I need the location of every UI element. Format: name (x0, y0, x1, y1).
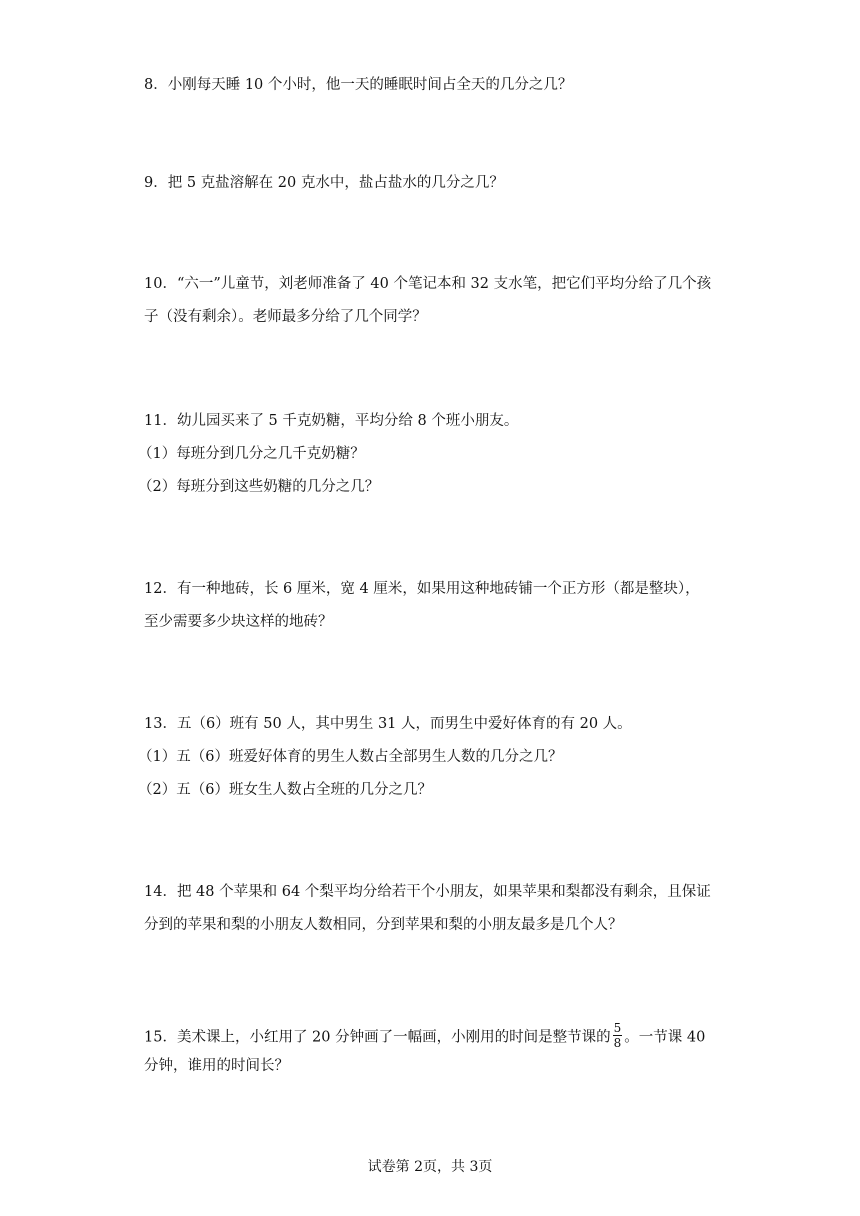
question-12 (144, 579, 724, 632)
question-10 (144, 274, 724, 327)
question-12-text-line1: 12．有一种地砖，长 6 厘米，宽 4 厘米，如果用这种地砖铺一个正方形（都是整块）， (144, 581, 700, 597)
question-15-text-part-b: 。一节课 40 (624, 1029, 706, 1046)
question-11-sub-2: （2）每班分到这些奶糖的几分之几？ (138, 479, 380, 495)
question-9 (144, 173, 724, 193)
fraction-numerator: 5 (613, 1021, 622, 1035)
question-13-sub-1: （1）五（6）班爱好体育的男生人数占全部男生人数的几分之几？ (138, 749, 563, 765)
question-12-text-line2: 至少需要多少块这样的地砖？ (144, 614, 333, 630)
question-13 (138, 714, 724, 800)
question-13-sub-2: （2）五（6）班女生人数占全班的几分之几？ (138, 782, 432, 798)
question-15-text-line2: 分钟，谁用的时间长？ (144, 1058, 289, 1074)
question-15-text-line1 (144, 1021, 724, 1050)
question-13-text: 13．五（6）班有 50 人，其中男生 31 人，而男生中爱好体育的有 20 人。 (144, 716, 632, 732)
fraction-five-eighths (613, 1021, 623, 1050)
question-9-text: 9．把 5 克盐溶解在 20 克水中，盐占盐水的几分之几？ (144, 175, 504, 191)
question-15 (144, 1023, 724, 1076)
question-8-text: 8．小刚每天睡 10 个小时，他一天的睡眠时间占全天的几分之几？ (144, 77, 573, 93)
question-14-text-line2: 分到的苹果和梨的小朋友人数相同，分到苹果和梨的小朋友最多是几个人？ (144, 917, 623, 933)
question-8 (144, 75, 724, 95)
question-14 (144, 882, 724, 935)
question-15-text-part-a: 15．美术课上，小红用了 20 分钟画了一幅画，小刚用的时间是整节课的 (144, 1029, 611, 1046)
page-footer: 试卷第 2页，共 3页 (367, 1159, 493, 1175)
question-11 (138, 411, 724, 497)
question-10-text-line2: 子（没有剩余）。老师最多分给了几个同学？ (144, 309, 427, 325)
question-11-text: 11．幼儿园买来了 5 千克奶糖，平均分给 8 个班小朋友。 (144, 413, 519, 429)
fraction-denominator: 8 (613, 1036, 622, 1050)
question-14-text-line1: 14．把 48 个苹果和 64 个梨平均分给若干个小朋友，如果苹果和梨都没有剩余，且保证 (144, 884, 711, 900)
question-11-sub-1: （1）每班分到几分之几千克奶糖？ (138, 446, 365, 462)
question-10-text-line1: 10．“六一”儿童节，刘老师准备了 40 个笔记本和 32 支水笔，把它们平均分给了几个孩 (144, 276, 712, 292)
